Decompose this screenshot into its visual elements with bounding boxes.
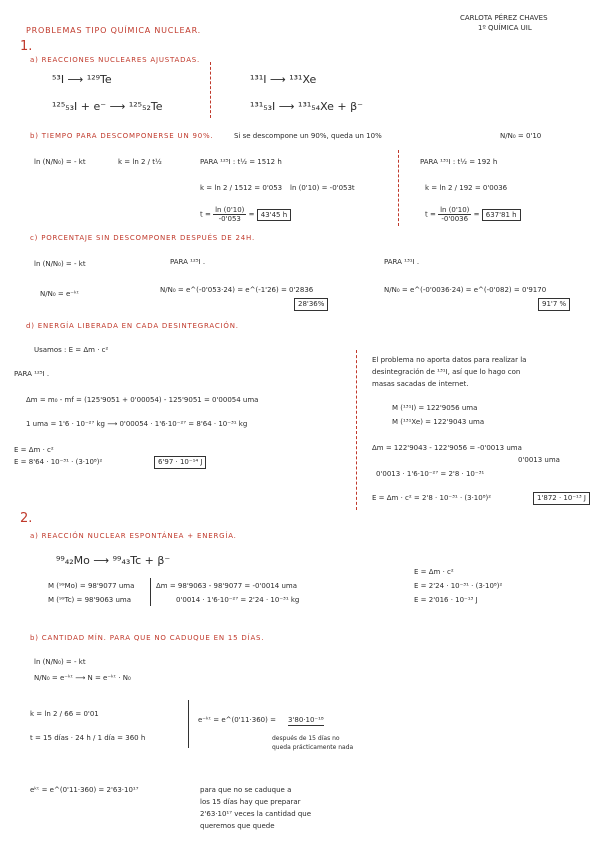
p1b-right-t-den: -0'0036: [441, 215, 469, 223]
p1b-eq2: k = ln 2 / t½: [118, 158, 162, 166]
p2a-dm: Δm = 98'9063 - 98'9077 = -0'0014 uma: [156, 582, 297, 590]
p1d-e3: E = Δm · c² = 2'8 · 10⁻³¹ · (3·10⁸)²: [372, 494, 492, 502]
p1d-note-2: desintegración de ¹³¹I, así que lo hago con: [372, 368, 521, 376]
p1d-divider: [356, 350, 357, 510]
p2b-exp-note-1: después de 15 días no: [272, 735, 340, 742]
author-name: CARLOTA PÉREZ CHAVES: [460, 14, 548, 22]
p1c-right-result: 91'7 %: [538, 298, 570, 311]
p1b-title: b) TIEMPO PARA DESCOMPONERSE UN 90%.: [30, 132, 214, 140]
document-title: PROBLEMAS TIPO QUÍMICA NUCLEAR.: [26, 26, 201, 35]
p1d-e1: E = Δm · c²: [14, 446, 54, 454]
p1a-reaction-1: ⁵³I ⟶ ¹²⁹Te: [52, 73, 112, 86]
p2a-e2: E = 2'24 · 10⁻³¹ · (3·10⁸)²: [414, 582, 503, 590]
p2b-final-note-4: queremos que quede: [200, 822, 275, 830]
p2b-exp-result: 3'80·10⁻¹⁸: [288, 716, 324, 724]
p1b-divider: [398, 150, 399, 226]
p1b-left-t: t = $\frac{\ln (0'10)}{-0'053}$ = 43'45 h: [200, 206, 291, 223]
p1d-e2: E = 8'64 · 10⁻³¹ · (3·10⁸)²: [14, 458, 103, 466]
p2a-brace: [150, 578, 151, 606]
p1c-left-eq: N/N₀ = e^(-0'053·24) = e^(-1'26) = 0'2836: [160, 286, 314, 294]
p2a-e1: E = Δm · c²: [414, 568, 454, 576]
p1b-left-t-num: ln (0'10): [215, 206, 245, 214]
p1d-dm2b: 0'0013 uma: [518, 456, 560, 464]
p1d-mass-2: M (¹³¹Xe) = 122'9043 uma: [392, 418, 485, 426]
problem-2-number: 2.: [20, 511, 33, 526]
p1b-right-t: t = $\frac{\ln (0'10)}{-0'0036}$ = 637'81 h: [425, 206, 521, 223]
p2a-dm2: 0'0014 · 1'6·10⁻²⁷ = 2'24 · 10⁻³¹ kg: [176, 596, 300, 604]
p2b-t: t = 15 días · 24 h / 1 día = 360 h: [30, 734, 146, 742]
p1d-uma: 1 uma = 1'6 · 10⁻²⁷ kg ⟶ 0'00054 · 1'6·10⁻²⁷ = 8'64 · 10⁻³¹ kg: [26, 420, 248, 428]
p1d-note-1: El problema no aporta datos para realizar la: [372, 356, 527, 364]
p2b-k: k = ln 2 / 66 = 0'01: [30, 710, 99, 718]
p1b-left-t-den: -0'053: [218, 215, 241, 223]
p1d-e2-result: 6'97 · 10⁻¹⁴ J: [154, 456, 206, 469]
p2b-exp: e⁻ᵏᵗ = e^(0'11·360) =: [198, 716, 276, 724]
p2b-exp-note-2: queda prácticamente nada: [272, 744, 354, 751]
p1d-conv2: 0'0013 · 1'6·10⁻²⁷ = 2'8 · 10⁻³¹: [376, 470, 485, 478]
p1a-title: a) REACCIONES NUCLEARES AJUSTADAS.: [30, 56, 201, 64]
p1b-ratio: N/N₀ = 0'10: [500, 132, 542, 140]
p1b-eq1: ln (N/N₀) = - kt: [34, 158, 86, 166]
p1b-left-ln: ln (0'10) = -0'053t: [290, 184, 355, 192]
p2b-final-note-1: para que no se caduque a: [200, 786, 292, 794]
p2a-title: a) REACCIÓN NUCLEAR ESPONTÁNEA + ENERGÍA.: [30, 532, 237, 540]
p1a-divider: [210, 62, 211, 118]
p1b-left-label: PARA ¹²⁵I : t½ = 1512 h: [200, 158, 282, 166]
p1d-e3-result: 1'872 · 10⁻¹³ J: [533, 492, 590, 505]
p2b-final-note-2: los 15 días hay que preparar: [200, 798, 301, 806]
p1d-title: d) ENERGÍA LIBERADA EN CADA DESINTEGRACIÓN.: [26, 322, 239, 330]
p1d-usamos: Usamos : E = Δm · c²: [34, 346, 109, 354]
p1b-note: Si se descompone un 90%, queda un 10%: [234, 132, 382, 140]
p2a-mass-1: M (⁹⁹Mo) = 98'9077 uma: [48, 582, 135, 590]
p2b-final-note-3: 2'63·10¹⁷ veces la cantidad que: [200, 810, 312, 818]
p1d-note-3: masas sacadas de internet.: [372, 380, 469, 388]
p1c-left-result: 28'36%: [294, 298, 328, 311]
p2b-title: b) CANTIDAD MÍN. PARA QUE NO CADUQUE EN 15 DÍAS.: [30, 634, 265, 642]
p1a-reaction-2: ¹²⁵₅₃I + e⁻ ⟶ ¹²⁵₅₂Te: [52, 100, 163, 113]
p2a-reaction: ⁹⁹₄₂Mo ⟶ ⁹⁹₄₃Tc + β⁻: [56, 554, 171, 567]
p1b-right-result: 637'81 h: [482, 209, 521, 221]
p1c-eq1: ln (N/N₀) = - kt: [34, 260, 86, 268]
p1b-right-label: PARA ¹³¹I : t½ = 192 h: [420, 158, 498, 166]
p1a-reaction-4: ¹³¹₅₃I ⟶ ¹³¹₅₄Xe + β⁻: [250, 100, 363, 113]
p1c-right-label: PARA ¹³¹I .: [384, 258, 420, 266]
p1d-dm2: Δm = 122'9043 - 122'9056 = -0'0013 uma: [372, 444, 522, 452]
p2b-final: eᵏᵗ = e^(0'11·360) = 2'63·10¹⁷: [30, 786, 139, 794]
p1a-reaction-3: ¹³¹I ⟶ ¹³¹Xe: [250, 73, 317, 86]
course-label: 1º QUÍMICA UIL: [478, 24, 532, 32]
p1d-para: PARA ¹²⁵I .: [14, 370, 50, 378]
p1d-mass-1: M (¹³¹I) = 122'9056 uma: [392, 404, 478, 412]
p1d-dm: Δm = m₀ - mf = (125'9051 + 0'00054) - 125'9051 = 0'00054 uma: [26, 396, 259, 404]
p2a-mass-2: M (⁹⁹Tc) = 98'9063 uma: [48, 596, 132, 604]
p1b-right-k: k = ln 2 / 192 = 0'0036: [425, 184, 508, 192]
p1b-left-k: k = ln 2 / 1512 = 0'053: [200, 184, 283, 192]
p1b-right-t-num: ln (0'10): [440, 206, 470, 214]
p2a-e3: E = 2'016 · 10⁻¹³ J: [414, 596, 478, 604]
p2b-eq1: ln (N/N₀) = - kt: [34, 658, 86, 666]
p2b-eq2: N/N₀ = e⁻ᵏᵗ ⟶ N = e⁻ᵏᵗ · N₀: [34, 674, 131, 682]
problem-1-number: 1.: [20, 39, 33, 54]
p1c-right-eq: N/N₀ = e^(-0'0036·24) = e^(-0'082) = 0'9170: [384, 286, 547, 294]
p2b-divider: [188, 700, 189, 748]
p1b-left-result: 43'45 h: [257, 209, 291, 221]
p1c-title: c) PORCENTAJE SIN DESCOMPONER DESPUÉS DE 24H.: [30, 234, 255, 242]
p1c-eq2: N/N₀ = e⁻ᵏᵗ: [40, 290, 79, 298]
p1c-left-label: PARA ¹²⁵I .: [170, 258, 206, 266]
